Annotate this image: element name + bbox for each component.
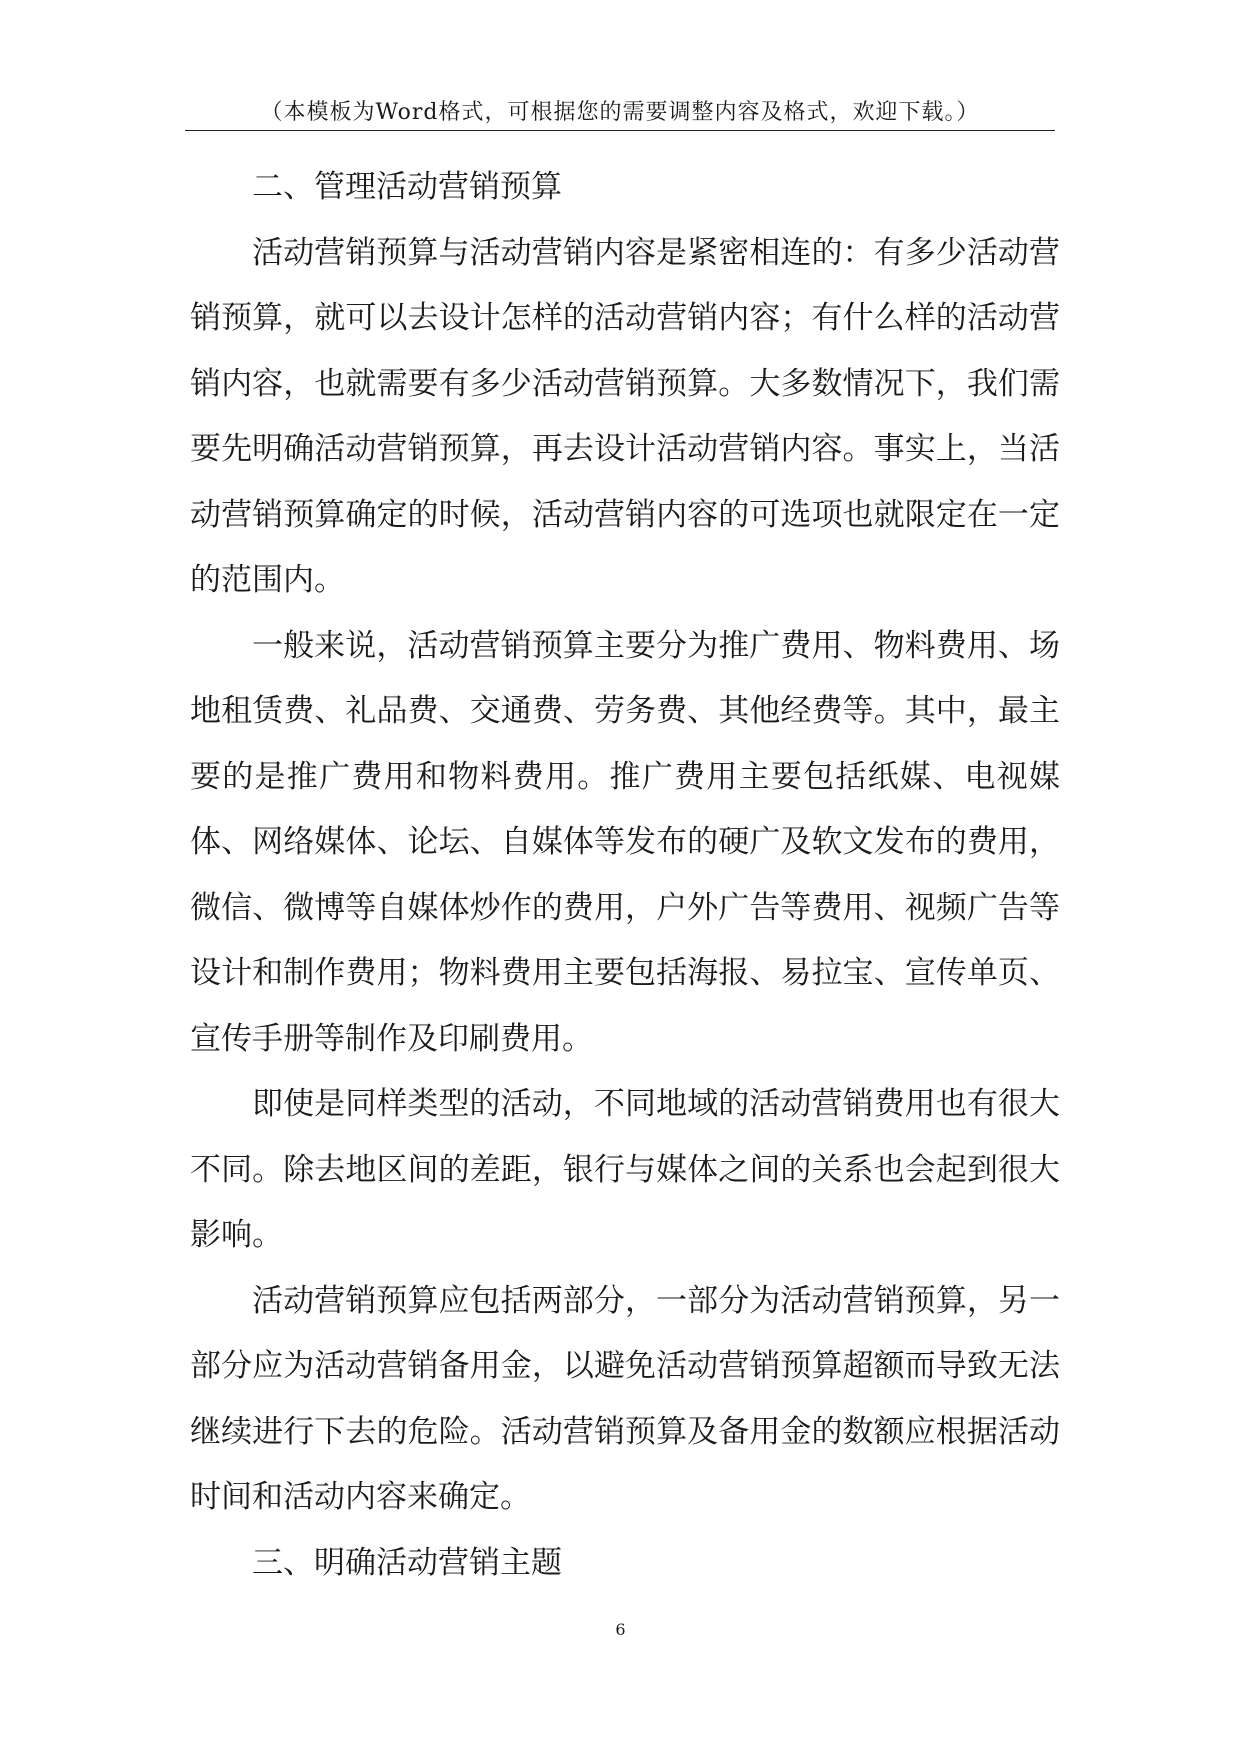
- section-heading-budget: 二、管理活动营销预算: [252, 169, 562, 205]
- header-divider: [185, 130, 1055, 131]
- page-number: 6: [615, 1620, 626, 1639]
- body-paragraph: 一般来说，活动营销预算主要分为推广费用、物料费用、场地租赁费、礼品费、交通费、劳务费、其他经费等。其中，最主要的是推广费用和物料费用。推广费用主要包括纸媒、电视媒体、网络媒体、论坛、自媒体等发布的硬广及软文发布的费用，微信、微博等自媒体炒作的费用，户外广告等费用、视频广告等设计和制作费用；物料费用主要包括海报、易拉宝、宣传单页、宣传手册等制作及印刷费用。: [190, 627, 1060, 1057]
- body-paragraph: 活动营销预算应包括两部分，一部分为活动营销预算，另一部分应为活动营销备用金，以避免活动营销预算超额而导致无法继续进行下去的危险。活动营销预算及备用金的数额应根据活动时间和活动内容来确定。: [190, 1282, 1060, 1515]
- body-paragraph: 活动营销预算与活动营销内容是紧密相连的：有多少活动营销预算，就可以去设计怎样的活动营销内容；有什么样的活动营销内容，也就需要有多少活动营销预算。大多数情况下，我们需要先明确活动营销预算，再去设计活动营销内容。事实上，当活动营销预算确定的时候，活动营销内容的可选项也就限定在一定的范围内。: [190, 234, 1060, 598]
- section-heading-theme: 三、明确活动营销主题: [252, 1544, 562, 1581]
- document-body: [190, 155, 1060, 1596]
- template-header-note: （本模板为Word格式，可根据您的需要调整内容及格式，欢迎下载。）: [260, 100, 980, 125]
- body-paragraph: 即使是同样类型的活动，不同地域的活动营销费用也有很大不同。除去地区间的差距，银行与媒体之间的关系也会起到很大影响。: [190, 1086, 1060, 1253]
